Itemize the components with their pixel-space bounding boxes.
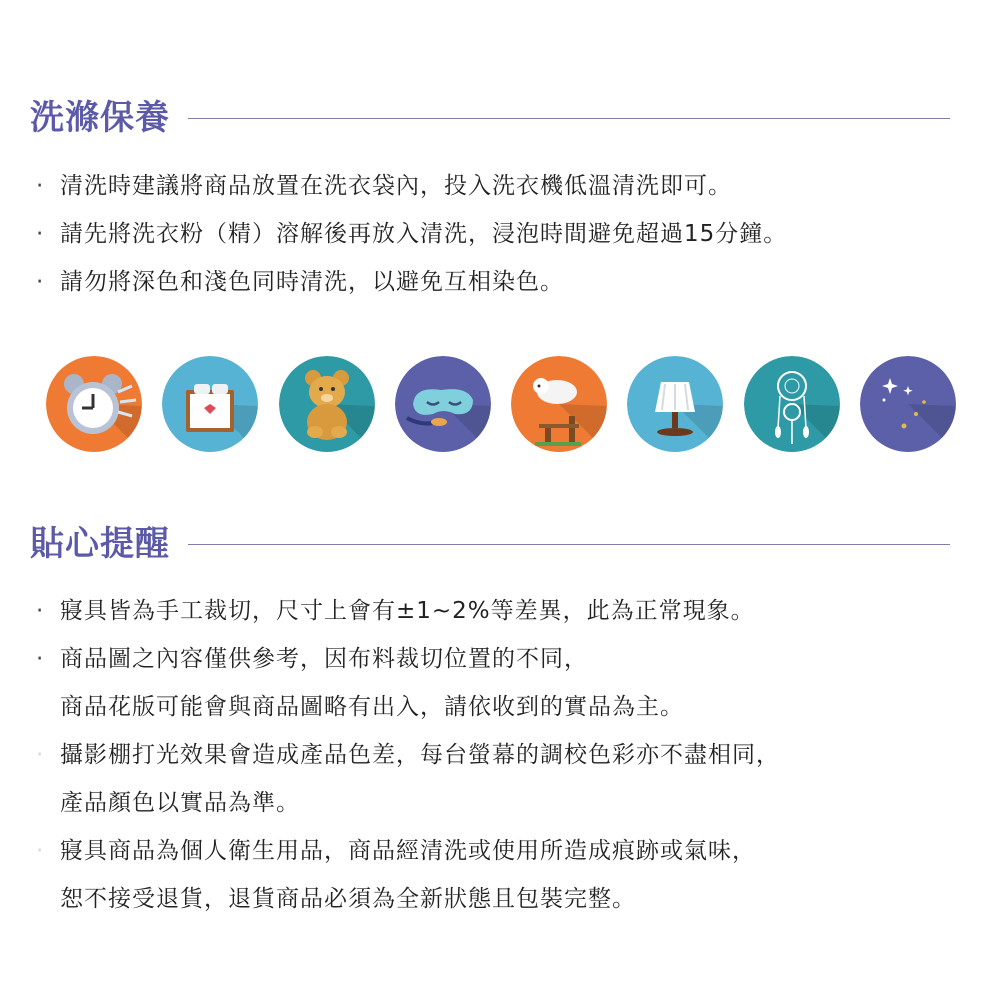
teddy-bear-icon [279, 356, 375, 452]
reminder-item [30, 635, 980, 731]
reminder-item [30, 731, 980, 827]
care-item-text: 清洗時建議將商品放置在洗衣袋內，投入洗衣機低溫清洗即可。 [60, 173, 732, 199]
care-item [30, 258, 980, 306]
reminder-item-text-cont: 商品花版可能會與商品圖略有出入，請依收到的實品為主。 [60, 694, 684, 720]
reminder-item-text: 寢具商品為個人衛生用品，商品經清洗或使用所造成痕跡或氣味， [60, 838, 756, 864]
sheep-fence-icon [511, 356, 607, 452]
bullet-dot: · [36, 838, 45, 864]
bullet-dot: · [36, 646, 45, 672]
care-section-header [30, 96, 950, 140]
lamp-icon [627, 356, 723, 452]
reminder-item-text-cont: 恕不接受退貨，退貨商品必須為全新狀態且包裝完整。 [60, 886, 636, 912]
reminder-list [30, 587, 980, 923]
reminder-section-title: 貼心提醒 [30, 524, 170, 564]
reminder-item-text-cont: 產品顏色以實品為準。 [60, 790, 300, 816]
care-item [30, 210, 980, 258]
reminder-item [30, 587, 980, 635]
moon-stars-icon [860, 356, 956, 452]
bullet-dot: · [36, 269, 45, 295]
care-item [30, 162, 980, 210]
alarm-clock-icon [46, 356, 142, 452]
reminder-item-text: 攝影棚打光效果會造成產品色差，每台螢幕的調校色彩亦不盡相同， [60, 742, 780, 768]
reminder-item-text: 商品圖之內容僅供參考，因布料裁切位置的不同， [60, 646, 588, 672]
sleep-icons-row [46, 356, 956, 456]
sleep-mask-icon [395, 356, 491, 452]
reminder-section-header [30, 522, 950, 566]
reminder-title-rule [188, 544, 950, 545]
care-title-rule [188, 118, 950, 119]
bullet-dot: · [36, 598, 45, 624]
care-item-text: 請勿將深色和淺色同時清洗，以避免互相染色。 [60, 269, 564, 295]
bullet-dot: · [36, 173, 45, 199]
reminder-item [30, 827, 980, 923]
care-item-text: 請先將洗衣粉（精）溶解後再放入清洗，浸泡時間避免超過15分鐘。 [60, 221, 788, 247]
dreamcatcher-icon [744, 356, 840, 452]
care-section-title: 洗滌保養 [30, 98, 170, 138]
care-list [30, 162, 980, 306]
bed-icon [162, 356, 258, 452]
bullet-dot: · [36, 221, 45, 247]
bullet-dot: · [36, 742, 45, 768]
reminder-item-text: 寢具皆為手工裁切，尺寸上會有±1~2%等差異，此為正常現象。 [60, 598, 755, 624]
